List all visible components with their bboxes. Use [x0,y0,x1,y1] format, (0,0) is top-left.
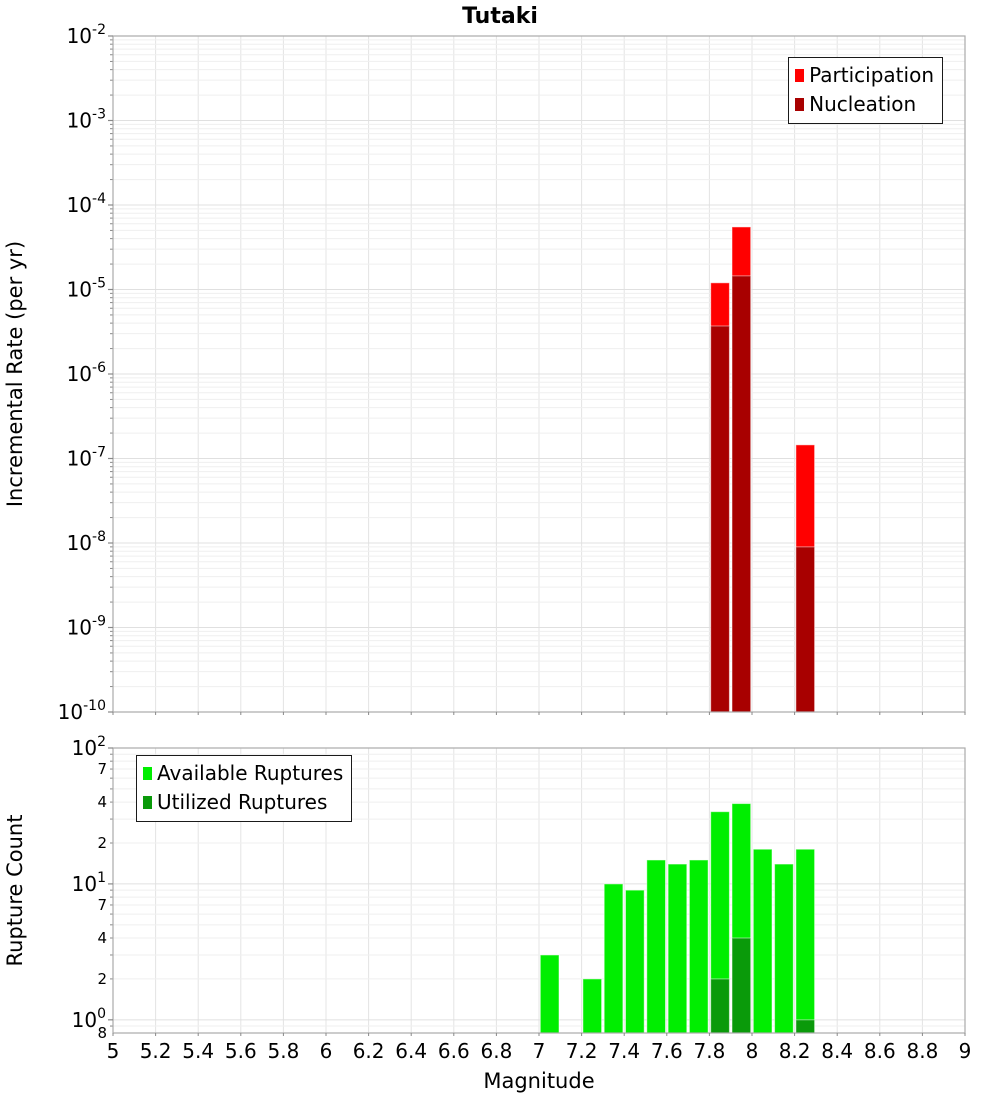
x-tick-label: 7.6 [650,1039,683,1063]
y-minor-tick-label: 2 [97,834,107,852]
bar-available-ruptures [583,979,602,1033]
bar-available-ruptures [775,864,794,1033]
y-tick-label: $10^2$ [71,734,106,760]
chart-title: Tutaki [462,4,538,29]
y-tick-label: $10^{-3}$ [66,106,106,133]
y-tick-label: $10^{-5}$ [66,275,106,302]
legend-label-utilized-ruptures: Utilized Ruptures [157,790,328,814]
x-tick-label: 5.6 [224,1039,257,1063]
y-tick-label: $10^1$ [71,869,106,896]
bar-nucleation [796,547,815,712]
x-tick-label: 6 [319,1039,333,1063]
y-axis-label: Rupture Count [3,814,27,967]
bar-available-ruptures [604,884,623,1033]
x-tick-label: 7.8 [693,1039,726,1063]
legend-label-participation: Participation [809,63,934,87]
y-minor-tick-label: 7 [97,760,107,779]
bar-available-ruptures [540,955,559,1033]
legend-swatch-utilized-ruptures-icon [143,796,152,809]
bar-available-ruptures [668,864,687,1033]
plot-0 [3,22,965,724]
x-tick-label: 8.8 [906,1039,939,1063]
y-tick-label: $10^{-6}$ [66,360,106,386]
y-tick-label: $10^{-7}$ [66,444,106,471]
bar-nucleation [711,326,730,712]
y-tick-label: $10^{-10}$ [57,698,106,724]
legend-item-participation [795,62,934,88]
x-tick-label: 6.4 [395,1039,428,1063]
legend-swatch-participation-icon [795,69,804,82]
x-tick-label: 6.8 [480,1039,513,1063]
x-tick-label: 7.4 [608,1039,641,1063]
bar-utilized-ruptures [711,979,730,1033]
x-tick-label: 5.2 [139,1039,172,1063]
x-tick-label: 6.6 [437,1039,470,1063]
legend-label-nucleation: Nucleation [809,92,917,116]
x-tick-label: 7.2 [565,1039,598,1063]
y-minor-tick-label: 2 [97,969,107,988]
x-tick-label: 8 [745,1039,759,1063]
y-tick-label: $10^{-4}$ [66,191,106,217]
x-tick-label: 8.4 [821,1039,854,1063]
legend-item-utilized-ruptures [143,789,343,815]
x-tick-label: 6.2 [352,1039,385,1063]
bar-nucleation [732,276,751,712]
y-tick-label: $10^{-9}$ [66,613,106,640]
x-tick-label: 5.8 [267,1039,300,1063]
x-tick-label: 7 [532,1039,546,1063]
bar-utilized-ruptures [796,1020,815,1033]
y-minor-tick-label: 7 [97,895,107,914]
legend-swatch-available-ruptures-icon [143,767,152,780]
x-axis-label: Magnitude [483,1069,595,1093]
y-minor-tick-label: 4 [97,793,107,812]
y-tick-label: $10^{-8}$ [66,529,106,555]
x-tick-label: 8.2 [778,1039,811,1063]
y-axis-label: Incremental Rate (per yr) [3,240,27,508]
bar-available-ruptures [796,849,815,1033]
bar-available-ruptures [689,860,708,1033]
legend-item-nucleation [795,91,934,117]
legend-rate [788,57,943,124]
bar-utilized-ruptures [732,938,751,1033]
y-tick-label: $10^0$ [71,1005,106,1032]
legend-ruptures [136,755,352,822]
x-tick-label: 5.4 [182,1039,215,1063]
x-tick-label: 8.6 [863,1039,896,1063]
y-minor-tick-label: 4 [97,929,107,947]
bar-available-ruptures [647,860,666,1033]
x-tick-label: 9 [958,1039,972,1063]
y-minor-tick-label: 8 [97,1024,107,1042]
bar-available-ruptures [626,890,645,1033]
y-tick-label: $10^{-2}$ [66,22,106,48]
x-tick-label: 5 [106,1039,120,1063]
bar-available-ruptures [753,849,772,1033]
legend-label-available-ruptures: Available Ruptures [157,761,344,785]
legend-swatch-nucleation-icon [795,98,804,111]
legend-item-available-ruptures [143,760,343,786]
